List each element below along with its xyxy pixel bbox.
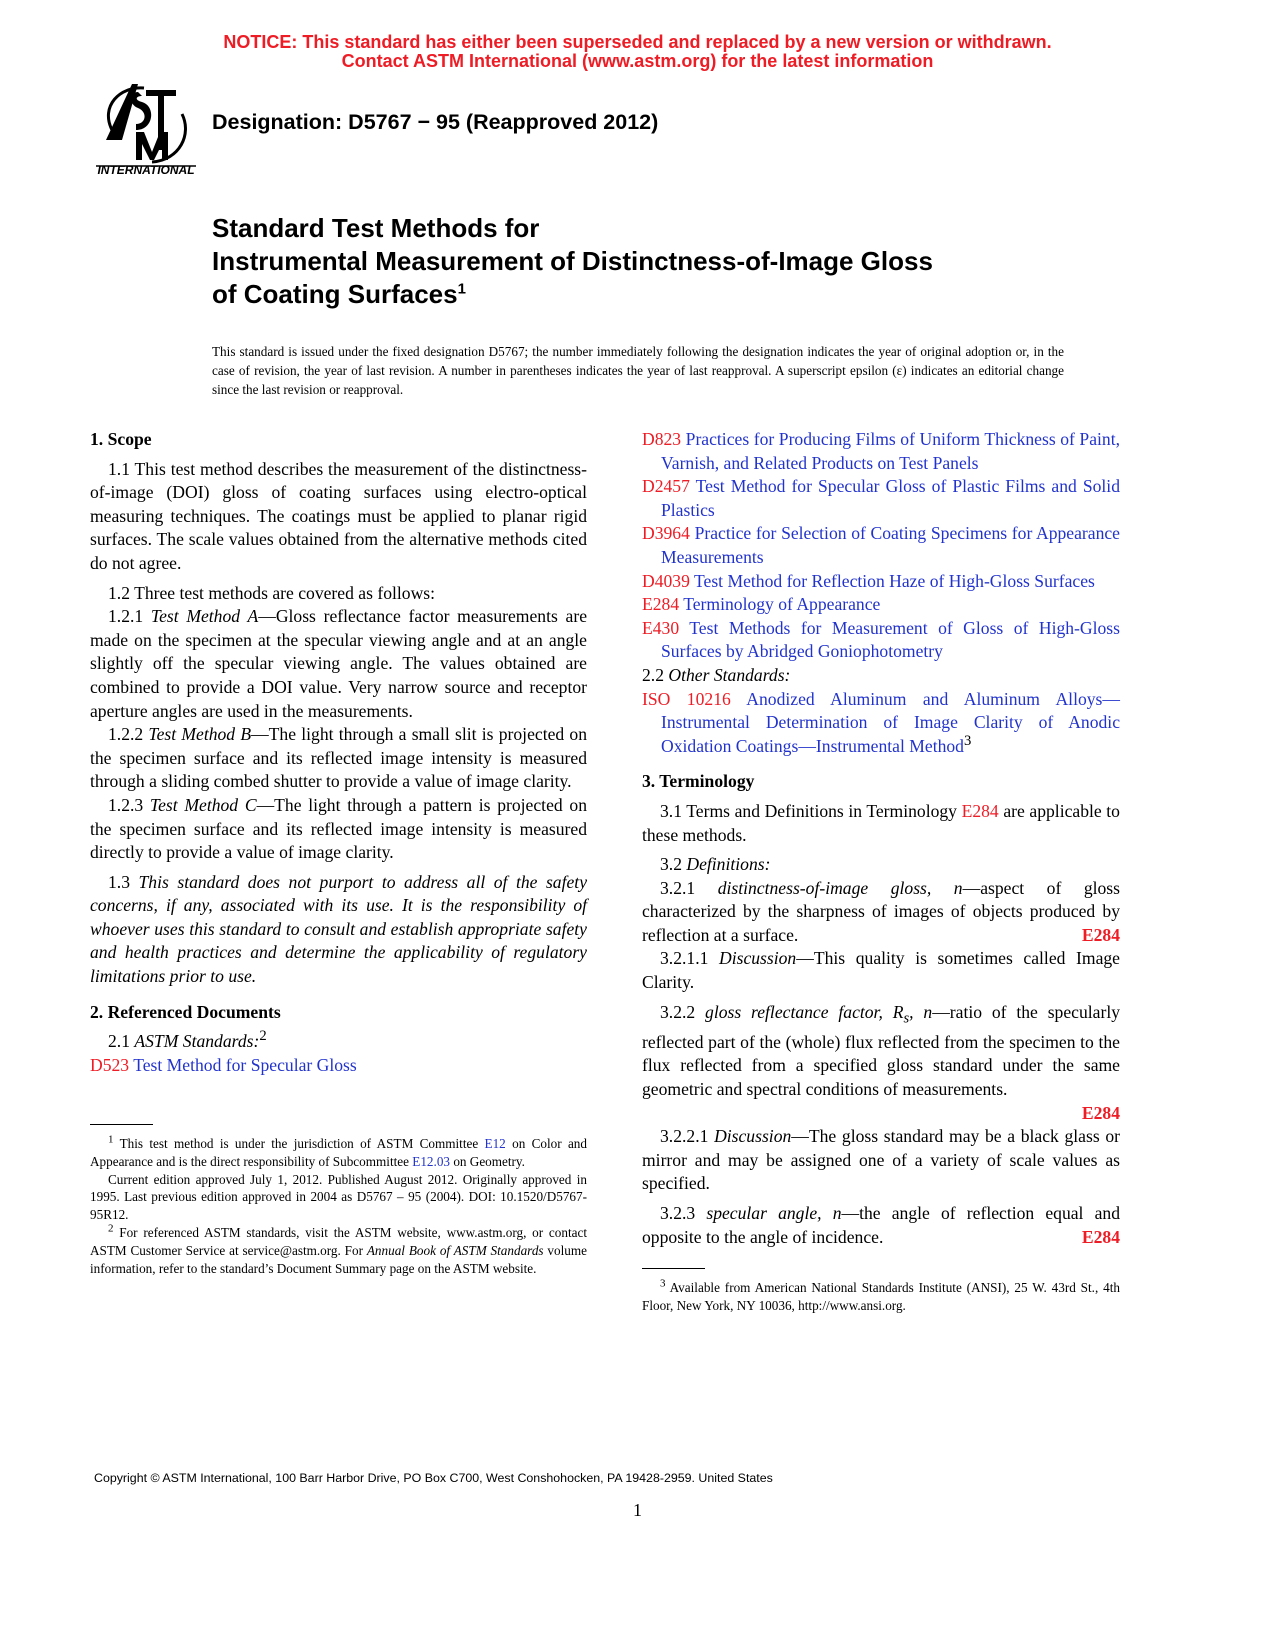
para-2-1: 2.1 ASTM Standards:$^2$ <box>108 1028 267 1052</box>
para-1-1: 1.1 This test method describes the measurement of the distinctness-of-image (DOI) gloss of coating surfaces using electro-optical measuring techniques. The coatings must be applied to planar rigid surfaces. The scale values obtained from the alternative methods cited do not agree. <box>90 458 587 573</box>
document-title <box>212 212 1112 311</box>
para-3-2-1-1: 3.2.1.1 Discussion—This quality is sometimes called Image Clarity. <box>642 948 1120 993</box>
para-3-2-2: 3.2.2 gloss reflectance factor, $R_s$, n—ratio of the specularly reflected part of the (whole) flux reflected from the specimen to the flux reflected from a specified gloss standard under the same geometric and spectral conditions of measurements. E284 <box>642 1001 1120 1125</box>
reference-d523[interactable]: D523 Test Method for Specular Gloss <box>90 1054 357 1075</box>
footnote-rule-right <box>642 1268 705 1269</box>
section-1-heading: 1. Scope <box>90 429 152 449</box>
para-3-2-1: 3.2.1 distinctness-of-image gloss, n—aspect of gloss characterized by the sharpness of images of objects produced by reflection at a surface. E284 <box>642 877 1120 948</box>
para-3-1: 3.1 Terms and Definitions in Terminology E284 are applicable to these methods. <box>642 800 1120 845</box>
page-number: 1 <box>633 1500 642 1520</box>
issued-note: This standard is issued under the fixed designation D5767; the number immediately following the designation indicates the year of original adoption or, in the case of revision, the year of last revision. A number in parentheses indicates the year of last reapproval. A superscript epsilon (ε) indicates an editorial change since the last revision or reapproval. <box>212 344 1064 397</box>
reference-e430[interactable]: E430 Test Methods for Measurement of Gloss of High-Gloss Surfaces by Abridged Goniophotometry <box>642 617 1120 662</box>
footnote-3: $^3$ Available from American National Standards Institute (ANSI), 25 W. 43rd St., 4th Floor, New York, NY 10036, http://www.ansi.org. <box>642 1277 1120 1313</box>
reference-d2457[interactable]: D2457 Test Method for Specular Gloss of Plastic Films and Solid Plastics <box>642 476 1120 520</box>
para-3-2: 3.2 Definitions: <box>660 854 771 875</box>
logo-text: INTERNATIONAL <box>97 163 195 177</box>
footnotes-left <box>90 1135 587 1277</box>
footnotes-right <box>642 1279 1120 1315</box>
withdrawal-notice <box>0 33 1275 71</box>
reference-d4039[interactable]: D4039 Test Method for Reflection Haze of High-Gloss Surfaces <box>642 570 1095 591</box>
title-line-2: Instrumental Measurement of Distinctness-of-Image Gloss <box>212 246 933 276</box>
footnote-1-edition: Current edition approved July 1, 2012. Published August 2012. Originally approved in 1995. Last previous edition approved in 2004 as D5767 – 95 (2004). DOI: 10.1520/D5767-95R12. <box>90 1171 587 1223</box>
designation: Designation: D5767 − 95 (Reapproved 2012) <box>212 110 659 134</box>
ref-e284-3-2-1[interactable]: E284 <box>1081 924 1120 945</box>
section-2-heading: 2. Referenced Documents <box>90 1001 281 1022</box>
astm-international-logo-icon <box>92 78 200 178</box>
title-line-1: Standard Test Methods for <box>212 213 540 243</box>
reference-e284[interactable]: E284 Terminology of Appearance <box>642 594 881 615</box>
footnote-rule-left <box>90 1124 153 1125</box>
ref-e284-3-2-2[interactable]: E284 <box>1081 1102 1120 1123</box>
right-column <box>642 428 1120 1249</box>
para-3-2-2-1: 3.2.2.1 Discussion—The gloss standard may be a black glass or mirror and may be assigned one of a variety of scale values as specified. <box>642 1126 1121 1194</box>
para-1-2-2: 1.2.2 Test Method B—The light through a small slit is projected on the specimen surface and its reflected image intensity is measured through a sliding combed shutter to provide a value of image clarity. <box>90 724 587 792</box>
para-1-2-1: 1.2.1 Test Method A—Gloss reflectance factor measurements are made on the specimen at the specular viewing angle and at an angle slightly off the specular viewing angle. The values obtained are combined to provide a DOI value. Very narrow source and receptor aperture angles are used in the measurements. <box>90 606 588 721</box>
notice-line-2: Contact ASTM International (www.astm.org) for the latest information <box>341 51 934 71</box>
copyright-line: Copyright © ASTM International, 100 Barr Harbor Drive, PO Box C700, West Conshohocken, PA 19428-2959. United States <box>94 1471 773 1485</box>
para-1-3: 1.3 This standard does not purport to address all of the safety concerns, if any, associated with its use. It is the responsibility of whoever uses this standard to consult and establish appropriate safety and health practices and determine the applicability of regulatory limitations prior to use. <box>90 871 587 987</box>
notice-line-1: NOTICE: This standard has either been superseded and replaced by a new version or withdrawn. <box>223 32 1052 52</box>
link-e12-03[interactable]: E12.03 <box>412 1153 451 1169</box>
link-e284[interactable]: E284 <box>961 800 999 821</box>
reference-d823[interactable]: D823 Practices for Producing Films of Uniform Thickness of Paint, Varnish, and Related Products on Test Panels <box>642 429 1120 473</box>
para-2-2: 2.2 Other Standards: <box>642 664 791 685</box>
link-e12[interactable]: E12 <box>484 1136 506 1151</box>
left-column <box>90 428 587 1077</box>
title-footnote-mark: 1 <box>457 280 466 298</box>
ref-e284-3-2-3[interactable]: E284 <box>1081 1226 1120 1247</box>
para-1-2-3: 1.2.3 Test Method C—The light through a pattern is projected on the specimen surface and its reflected image intensity is measured directly to provide a value of image clarity. <box>90 794 587 863</box>
para-3-2-3: 3.2.3 specular angle, n—the angle of reflection equal and opposite to the angle of incidence. E284 <box>642 1202 1120 1249</box>
para-1-2: 1.2 Three test methods are covered as follows: <box>108 582 436 603</box>
reference-d3964[interactable]: D3964 Practice for Selection of Coating Specimens for Appearance Measurements <box>642 523 1120 567</box>
reference-iso-10216[interactable]: ISO 10216 Anodized Aluminum and Aluminum Alloys—Instrumental Determination of Image Clarity of Anodic Oxidation Coatings—Instrumental Method$^3$ <box>642 688 1120 756</box>
section-3-heading: 3. Terminology <box>642 771 755 792</box>
footnote-2: $^2$ For referenced ASTM standards, visit the ASTM website, www.astm.org, or contact ASTM Customer Service at service@astm.org. For Annual Book of ASTM Standards volume information, refer to the standard’s Document Summary page on the ASTM website. <box>90 1222 587 1276</box>
footnote-1: $^1$ This test method is under the jurisdiction of ASTM Committee E12 on Color and Appearance and is the direct responsibility of Subcommittee E12.03 on Geometry. <box>90 1133 587 1169</box>
title-line-3: of Coating Surfaces$^1$ <box>212 279 466 309</box>
